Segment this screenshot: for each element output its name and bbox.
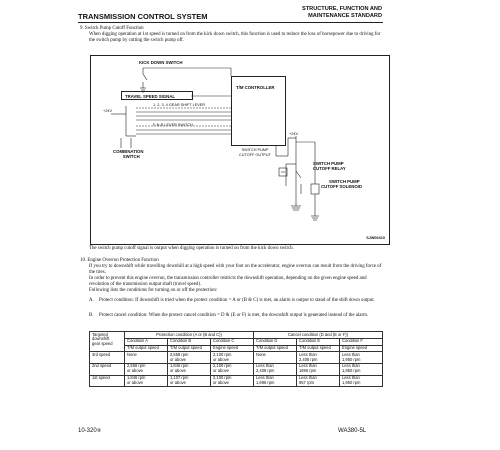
table-cell bbox=[125, 363, 168, 375]
plus-24v-right-label: +24V bbox=[289, 132, 298, 136]
cell-line: 1,696 rpm bbox=[256, 379, 275, 385]
cell-line: None bbox=[256, 351, 266, 357]
table-header-cell: Condition C bbox=[211, 338, 254, 345]
table-cell bbox=[211, 375, 254, 387]
cell-line: 1696 rpm bbox=[299, 368, 317, 374]
cell-line: or above bbox=[170, 379, 186, 385]
table-cell bbox=[297, 363, 340, 375]
item-b-label: B. bbox=[89, 313, 94, 318]
page-revision-mark: ⑨ bbox=[96, 428, 102, 434]
table-cell bbox=[340, 352, 383, 364]
document-subtitle bbox=[302, 6, 382, 20]
table-condition-header-row bbox=[90, 338, 383, 345]
table-subheader-cell: T/M output speed bbox=[297, 345, 340, 352]
switch-pump-cutoff-relay-label bbox=[313, 161, 346, 171]
section-10-para-1: If you try to downshift while travelling downhill at a high speed with your foot on the accelerator, engine overrun can result from the driving force of the tires. bbox=[89, 264, 382, 276]
cell-line: Less than bbox=[342, 363, 360, 369]
cell-line: 2,100 rpm bbox=[213, 363, 232, 369]
header-rule bbox=[78, 22, 383, 23]
solenoid-line-1: SWITCH PUMP bbox=[329, 179, 360, 184]
item-a-text: Protect condition: If downshift is tried when the protect condition = A or (B & C) is met, an alarm is output to stand of the shift down output. bbox=[99, 298, 375, 303]
cell-line: or above bbox=[213, 379, 229, 385]
page-number-text: 10-320 bbox=[78, 428, 97, 434]
diagram-caption: The switch pump cutoff signal is output when digging operation is turned on from the kick down switch. bbox=[89, 246, 294, 251]
cell-line: or above bbox=[127, 379, 143, 385]
item-b-text: Protect cancel condition: When the protect cancel condition = D & (E or F) is met, the downshift output is generated instead of the alarm. bbox=[99, 313, 369, 318]
table-cell bbox=[340, 363, 383, 375]
cell-line: 2,408 rpm bbox=[299, 356, 318, 362]
item-a-label: A. bbox=[89, 298, 94, 303]
table-row bbox=[90, 352, 383, 364]
table-cell bbox=[297, 375, 340, 387]
gear-shift-lever-label: 1, 2, 3, 4 GEAR SHIFT LEVER bbox=[153, 103, 206, 107]
table-header-cell: Condition E bbox=[297, 338, 340, 345]
switch-pump-cutoff-output-label bbox=[239, 148, 271, 157]
targeted-line-2: downshift bbox=[92, 336, 110, 342]
cell-line: Less than bbox=[256, 363, 274, 369]
cell-line: 1,846 rpm bbox=[127, 375, 146, 381]
switch-pump-output-line-1: SWITCH PUMP bbox=[241, 148, 269, 152]
document-title: TRANSMISSION CONTROL SYSTEM bbox=[78, 12, 208, 21]
cell-line: or above bbox=[213, 356, 229, 362]
cell-line: Less than bbox=[299, 363, 317, 369]
protection-condition-header: Protection condition (A or (B and C)) bbox=[125, 332, 254, 339]
cell-line: 2,100 rpm bbox=[213, 351, 232, 357]
cell-line: 1,950 rpm bbox=[342, 356, 361, 362]
table-header-cell: Condition A bbox=[125, 338, 168, 345]
table-header-cell: Condition B bbox=[168, 338, 211, 345]
cell-line: 2,408 rpm bbox=[256, 368, 275, 374]
travel-speed-signal-box bbox=[121, 91, 193, 100]
table-row bbox=[90, 375, 383, 387]
kick-down-switch-label: KICK DOWN SWITCH bbox=[139, 60, 183, 65]
table-cell bbox=[125, 352, 168, 364]
figure-id: SJW00410 bbox=[366, 236, 385, 241]
relay-line-1: SWITCH PUMP bbox=[313, 161, 344, 166]
table-header-cell: Condition F bbox=[340, 338, 383, 345]
cell-line: Less than bbox=[342, 351, 360, 357]
section-10-para-2: In order to prevent this engine overrun, the transmission controller restricts the downshift operation, depending on the given engine speed and revolution of the transmission output shaft (travel speed). bbox=[89, 276, 367, 288]
cancel-condition-header: Cancel condition (D and (E or F)) bbox=[254, 332, 383, 339]
tm-controller-label: T/M CONTROLLER bbox=[236, 85, 275, 90]
plus-24v-left-label: +24V bbox=[103, 109, 112, 113]
section-10-para-3: Following lists the conditions for turning on or off the protection: bbox=[89, 288, 218, 293]
table-subheader-cell: T/M output speed bbox=[125, 345, 168, 352]
table-cell bbox=[254, 363, 297, 375]
table-cell bbox=[254, 352, 297, 364]
cell-line: 2,558 rpm bbox=[170, 351, 189, 357]
cell-line: or above bbox=[170, 356, 186, 362]
cell-line: Less than bbox=[299, 351, 317, 357]
cell-line: or above bbox=[127, 368, 143, 374]
table-cell bbox=[254, 375, 297, 387]
table-cell bbox=[168, 352, 211, 364]
cell-line: 957 rpm bbox=[299, 379, 315, 385]
table-row-label: 3rd speed bbox=[90, 352, 125, 364]
cell-line: or above bbox=[213, 368, 229, 374]
subtitle-line-1: STRUCTURE, FUNCTION AND bbox=[302, 6, 382, 12]
combination-switch-line-1: COMBINATION bbox=[113, 149, 144, 154]
cell-line: or above bbox=[170, 368, 186, 374]
solenoid-line-2: CUTOFF SOLENOID bbox=[321, 184, 362, 189]
switch-pump-output-line-2: CUTOFF OUTPUT bbox=[239, 152, 271, 157]
table-cell bbox=[168, 375, 211, 387]
table-header-cell: Condition D bbox=[254, 338, 297, 345]
table-subheader-row bbox=[90, 345, 383, 352]
subtitle-line-2: MAINTENANCE STANDARD bbox=[308, 13, 382, 19]
section-10-title: 10. Engine Overrun Protection Function bbox=[80, 258, 159, 263]
table-row bbox=[90, 363, 383, 375]
targeted-line-3: gear speed bbox=[92, 341, 113, 347]
table-cell bbox=[168, 363, 211, 375]
table-row-label: 2nd speed bbox=[90, 363, 125, 375]
cell-line: Less than bbox=[299, 375, 317, 381]
table-cell bbox=[340, 375, 383, 387]
table-cell bbox=[211, 352, 254, 364]
cell-line: 2,100 rpm bbox=[213, 375, 232, 381]
cell-line: 1,950 rpm bbox=[342, 379, 361, 385]
relay-line-2: CUTOFF RELAY bbox=[313, 166, 346, 171]
wiring-diagram bbox=[90, 55, 390, 245]
travel-speed-signal-label: TRAVEL SPEED SIGNAL bbox=[125, 94, 175, 99]
targeted-gear-header bbox=[90, 332, 125, 352]
cell-line: None bbox=[127, 351, 137, 357]
fnr-lever-switch-label: F-N-R LEVER SWITCH bbox=[153, 123, 193, 127]
page-number bbox=[78, 428, 101, 434]
section-9-title: 9. Switch Pump Cutoff Function bbox=[80, 26, 144, 31]
combination-switch-label bbox=[113, 149, 143, 159]
table-cell bbox=[297, 352, 340, 364]
table-cell bbox=[211, 363, 254, 375]
cell-line: Less than bbox=[342, 375, 360, 381]
table-subheader-cell: T/M output speed bbox=[168, 345, 211, 352]
table-cell bbox=[125, 375, 168, 387]
switch-pump-cutoff-solenoid-label bbox=[321, 179, 362, 189]
targeted-line-1: Targeted bbox=[92, 331, 108, 337]
cell-line: Less than bbox=[256, 375, 274, 381]
table-group-header-row bbox=[90, 332, 383, 339]
model-number: WA380-5L bbox=[338, 428, 367, 434]
tm-controller-box bbox=[231, 76, 286, 146]
cell-line: 2,558 rpm bbox=[127, 363, 146, 369]
table-subheader-cell: T/M output speed bbox=[254, 345, 297, 352]
overrun-protection-table bbox=[89, 331, 383, 387]
table-subheader-cell: Engine speed bbox=[211, 345, 254, 352]
cell-line: 1,950 rpm bbox=[342, 368, 361, 374]
cell-line: 1,107 rpm bbox=[170, 375, 189, 381]
section-9-paragraph: When digging operation at 1st speed is turned on from the kick down switch, this function is used to reduce the loss of horsepower due to driving for the switch pump by cutting the switch pump off. bbox=[89, 32, 381, 44]
table-row-label: 1st speed bbox=[90, 375, 125, 387]
table-subheader-cell: Engine speed bbox=[340, 345, 383, 352]
cell-line: 1,846 rpm bbox=[170, 363, 189, 369]
combination-switch-line-2: SWITCH bbox=[122, 154, 140, 159]
